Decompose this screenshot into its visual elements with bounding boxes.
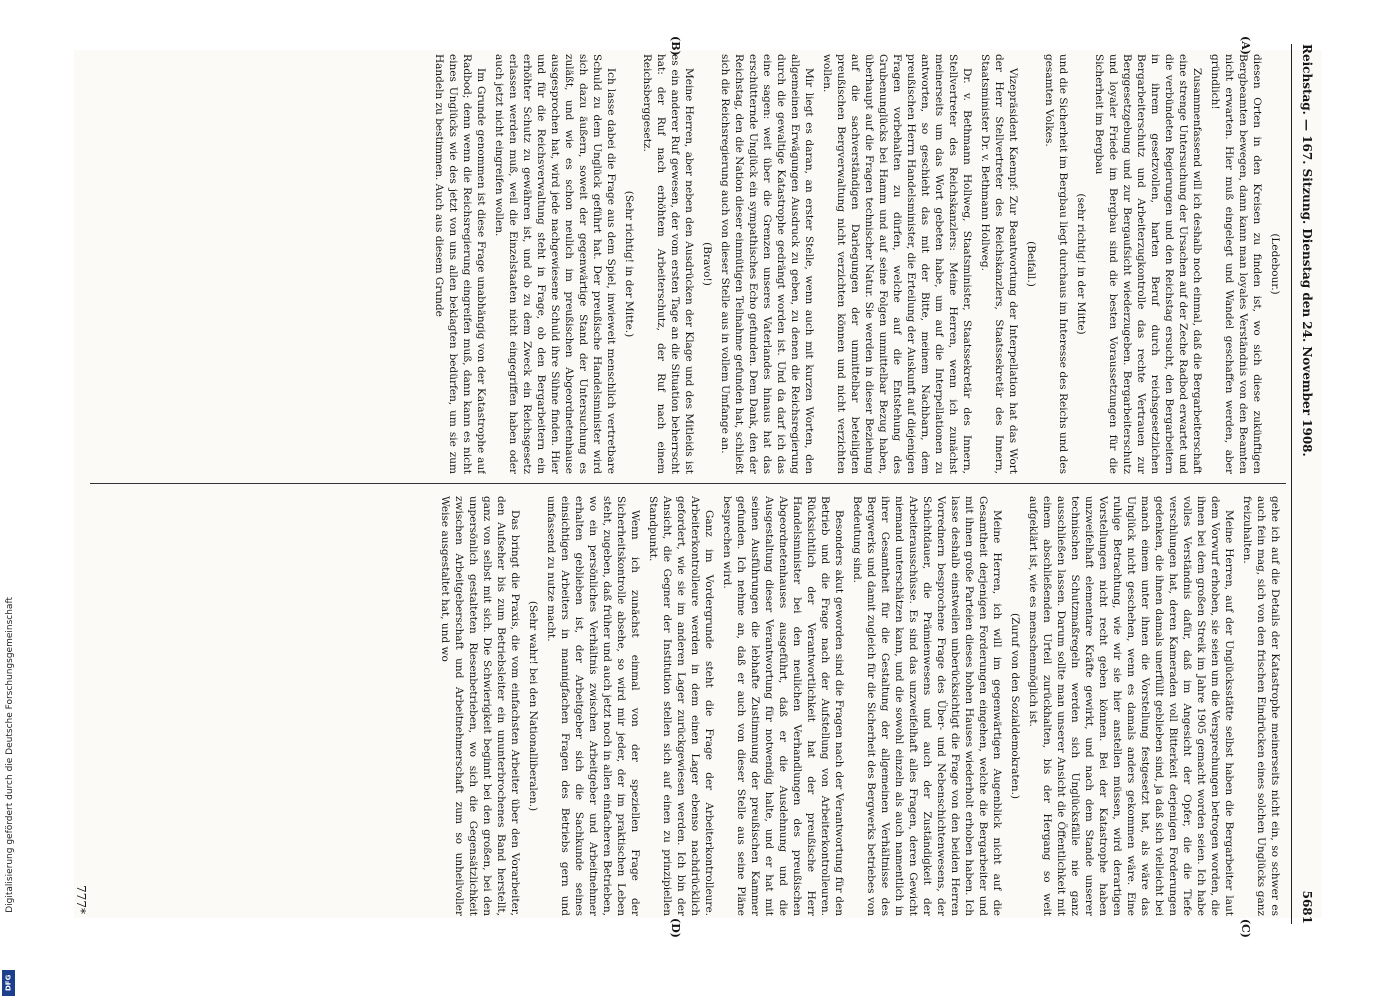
running-head xyxy=(1300,44,1314,924)
interjection: (Sehr richtig! in der Mitte.) xyxy=(623,190,635,338)
margin-marker-b: (B) xyxy=(669,36,682,56)
page-content-rotated xyxy=(74,34,1322,938)
margin-marker-d: (D) xyxy=(669,918,682,938)
left-column xyxy=(90,54,1282,474)
running-head-title: Reichstag. — 167. Sitzung. Dienstag den 24. November 1908. xyxy=(1300,44,1314,457)
paragraph: Mir liegt es daran, an erster Stelle, wenn auch mit kurzen Worten, den allgemeinen Erwägungen Ausdruck zu geben, zu denen die Reichsregierung durch die gewaltige Katastrophe gedrängt worden ist. Und da darf ich das eine sagen: weit über die Grenzen unseres Vaterlandes hinaus hat das erschütternde Unglück ein sympathisches Echo gefunden. Dem Dank, den der Reichstag, den die Nation dieser einmütigen Teilnahme gefunden hat, schließt sich die Reichsregierung auch von dieser Stelle aus in vollem Umfange an. xyxy=(719,54,815,474)
paragraph: diesen Orten in den Kreisen zu finden ist, wo sich diese zukünftigen Bergbeamten bewegen, dann kann man loyales Verständnis von den Beamten nicht erwarten. Hier muß eingelegt und Wandel geschaffen werden, aber gründlich! xyxy=(1209,54,1263,474)
interjection: (sehr richtig! in der Mitte) xyxy=(1075,193,1087,335)
speaker-note: (Ledebour.) xyxy=(1269,233,1281,295)
paragraph: Besonders akut geworden sind die Fragen nach der Verantwortung für den Betrieb und die Frage nach der Aufstellung von Arbeiterkontrolleuren. Rücksichtlich der Verantwortlichkeit hat der preußische Herr Handelsminister bei den neulichen Verhandlungen des preußischen Abgeordnetenhauses ausgeführt, daß er die Ausdehnung und die Ausgestaltung dieser Verantwortung für notwendig halte, und er hat mit seinen Ausführungen die lebhafte Zustimmung der preußischen Kammer gefunden. Ich nehme an, daß er auch von dieser Stelle aus seine Pläne besprechen wird. xyxy=(721,496,845,916)
paragraph: Vizepräsident Kaempf: Zur Beantwortung der Interpellation hat das Wort der Herr Stellvertreter des Reichskanzlers, Staatssekretär des Innern, Staatsminister Dr. v. Bethmann Hollweg. xyxy=(979,54,1019,474)
digitization-credit xyxy=(2,597,16,1000)
interjection: (Zuruf von den Sozialdemokraten.) xyxy=(1009,612,1021,800)
paragraph: Ganz im Vordergrunde steht die Frage der Arbeiterkontrolleure. Arbeiterkontrolleure werden in dem einen Lager ebenso nachdrücklich gefordert, wie sie im anderen Lager zurückgewiesen werden. Ich bin der Ansicht, die Gegner der Institution stellen sich auf einen zu prinzipiellen Standpunkt. xyxy=(647,496,715,916)
paragraph: Das bringt die Praxis, die vom einfachsten Arbeiter über den Vorarbeiter, den Aufseher bis zum Betriebsleiter ein ununterbrochenes Band herstellt, ganz von selbst mit sich. Die Schwierigkeit beginnt bei den großen, bei den unpersönlich gestalteten Riesenbetrieben, wo sich die Gegensätzlichkeit zwischen Arbeitgeberschaft und Arbeitnehmerschaft zum so unheilvoller Weise ausgestaltet hat, und wo xyxy=(439,496,521,916)
paragraph: Meine Herren, auf der Unglücksstätte selbst haben die Bergarbeiter laut dem Vorwurf erhoben, sie seien um die Versprechungen betrogen worden, die ihnen bei dem großen Streik im Jahre 1905 gemacht worden seien. Ich habe volles Verständnis dafür, daß im Angesicht der Opfer, die die Tiefe verschlungen hat, deren Kameraden voll Bitterkeit derjenigen Forderungen gedenken, die ihnen damals unerfüllt geblieben sind, ja daß sich vielleicht bei manch einem unter ihnen die Vorstellung festgesetzt hat, als wäre das Unglück nicht geschehen, wenn es damals anders gekommen wäre. Eine ruhige Betrachtung, wie wir sie hier anstellen müssen, wird derartigen Vorstellungen nicht recht geben können. Bei der Katastrophe haben unzweifelhaft elementare Kräfte gewirkt, und nach dem Stande unserer technischen Schutzmaßregeln werden sich Unglücksfälle nie ganz ausschließen lassen. Darum sollte man unserer Ansicht die Öffentlichkeit mit einem abschließenden Urteil zurückhalten, bis der Hergang so weit aufgeklärt ist, wie es menschenmöglich ist. xyxy=(1027,496,1235,916)
paragraph: Meine Herren, ich will im gegenwärtigen Augenblick nicht auf die Gesamtheit derjenigen Forderungen eingehen, welche die Bergarbeiter und mit ihnen große Parteien dieses hohen Hauses wiederholt erhoben haben. Ich lasse deshalb einstweilen unberücksichtigt die Frage von den beiden Herren Vorrednern besprochene Frage des Über- und Nebenschichtenwesens, der Schichtdauer, die Prämienwesens und auch der Zuständigkeit der Arbeiterausschüsse. Es sind das unzweifelhaft alles Fragen, deren Gewicht niemand unterschätzen kann, und die sowohl einzeln als auch namentlich in ihrer Gesamtheit für die Gestaltung der allgemeinen Verhältnisse des Bergwerks und damit zugleich für die Sicherheit des Bergwerks betriebes von Bedeutung sind. xyxy=(851,496,1003,916)
right-column xyxy=(90,496,1282,916)
paragraph: gehe ich auf die Details der Katastrophe meinerseits nicht ein, so schwer es auch fein mag, sich von den frischen Eindrücken eines solchen Unglücks ganz freizuhalten. xyxy=(1241,496,1281,916)
interjection: (Beifall.) xyxy=(1025,241,1037,287)
interjection: (Sehr wahr! bei den Nationalliberalen.) xyxy=(527,600,539,812)
header-rule xyxy=(1291,44,1292,924)
credit-text: Digitalisierung gefördert durch die Deutsche Forschungsgemeinschaft xyxy=(5,597,15,913)
signature-mark: 777* xyxy=(74,885,88,914)
page-number: 5681 xyxy=(1300,890,1314,924)
paragraph: Meine Herren, aber neben den Ausdrücken der Klage und des Mitleids ist es ein anderer Ruf gewesen, der vom ersten Tage an die Situation beherrscht hat: der Ruf nach erhöhtem Arbeiterschutz, der Ruf nach einem Reichsberggesetz. xyxy=(641,54,695,474)
margin-marker-c: (C) xyxy=(1239,918,1252,938)
interjection: (Bravo!) xyxy=(701,242,713,286)
paragraph: Im Grunde genommen ist diese Frage unabhängig von der Katastrophe auf Radbod; denn wenn die Reichsregierung eingreifen muß, dann kann es nicht eines Unglücks wie des jetzt von uns allen beklagten bedürfen, um sie zum Handeln zu bestimmen. Auch aus diesem Grunde xyxy=(433,54,487,474)
paragraph: Ich lasse dabei die Frage aus dem Spiel, inwieweit menschlich vertretbare Schuld zu dem Unglück geführt hat. Der preußische Handelsminister wird sich dazu äußern, soweit der gegenwärtige Stand der Untersuchung es zuläßt, und wie es schon neulich im preußischen Abgeordnetenhause ausgesprochen hat, wird jede nachgewiesene Schuld ihre Sühne finden. Hier und für die Reichsverwaltung steht in Frage, ob den Bergarbeitern ein erhöhter Schutz zu gewähren ist, und ob zu dem Zweck ein Reichsgesetz erlassen werden muß, weil die Einzelstaaten nicht eingegriffen haben oder auch jetzt nicht eingreifen wollen. xyxy=(493,54,617,474)
paragraph: und die Sicherheit im Bergbau liegt durchaus im Interesse des Reichs und des gesamten Volkes. xyxy=(1043,54,1069,474)
scanned-page xyxy=(74,36,1322,938)
column-divider xyxy=(90,483,1286,484)
dfg-logo: DFG xyxy=(2,970,15,996)
paragraph: Dr. v. Bethmann Hollweg, Staatsminister, Staatssekretär des Innern, Stellvertreter des Reichskanzlers: Meine Herren, wenn ich zunächst meinerseits um das Wort gebeten habe, um auf die Interpellationen zu antworten, so geschieht das mit der Bitte, meinem Nachbarn, dem preußischen Herrn Handelsminister, die Erteilung der Auskunft auf diejenigen Fragen vorbehalten zu dürfen, welche auf die Entstehung des Grubenunglücks bei Hamm und auf seine Folgen unmittelbar Bezug haben, überhaupt auf die Fragen technischer Natur. Sie werden in dieser Beziehung auf die sachverständigen Darlegungen der unmittelbar beteiligten preußischen Bergverwaltung nicht verzichten können und nicht verzichten wollen. xyxy=(821,54,973,474)
paragraph: Wenn ich zunächst einmal von der speziellen Frage der Sicherheitskontrolle absehe, so wird mir jeder, der im praktischen Leben steht, zugeben, daß früher und auch jetzt noch in allen einfacheren Betrieben, wo ein persönliches Verhältnis zwischen Arbeitgeber und Arbeitnehmer erhalten geblieben ist, der Arbeitgeber sich die Sachkunde seines einsichtigen Arbeiters in mannigfachen Fragen des Betriebs gern und umfassend zu nutze macht. xyxy=(545,496,641,916)
margin-marker-a: (A) xyxy=(1239,36,1252,55)
paragraph: Zusammenfassend will ich deshalb noch einmal, daß die Bergarbeiterschaft eine strenge Untersuchung der Ursachen auf der Zeche Radbod erwartet und die verbündeten Regierungen und den Reichstag ersucht, den Bergarbeitern in ihrem gesetzvollen, harten Beruf durch reichsgesetzlichen Bergarbeiterschutz und Arbeiterzugkontrolle das rechte Vertrauen zur Berggesetzgebung und zur Bergaufsicht wiederzugeben. Bergarbeiterschutz und loyaler Friede im Bergbau sind die besten Voraussetzungen für die Sicherheit im Bergbau xyxy=(1093,54,1203,474)
